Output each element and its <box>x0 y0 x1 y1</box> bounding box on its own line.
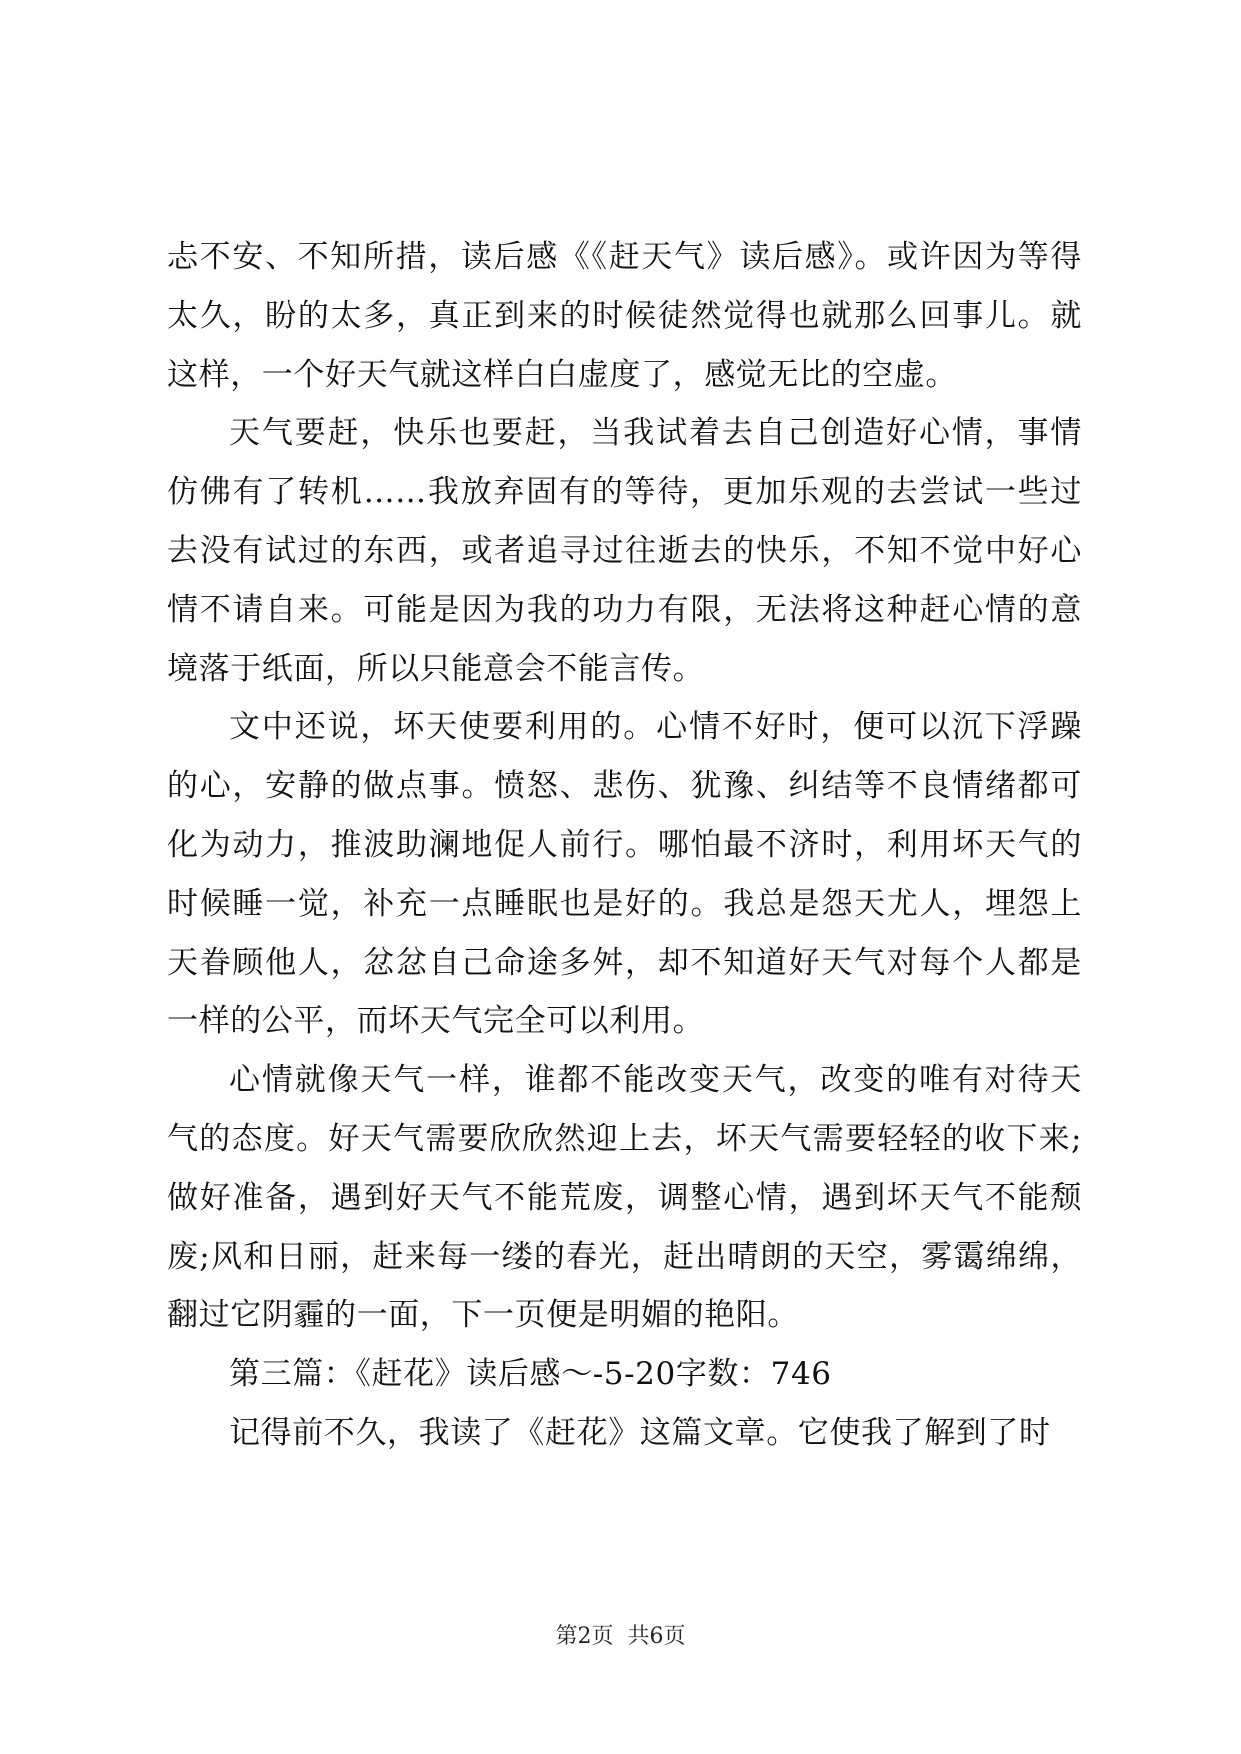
section-heading: 第三篇：《赶花》读后感～-5-20字数：746 <box>229 1356 832 1393</box>
paragraph-chase-happiness: 天气要赶，快乐也要赶，当我试着去自己创造好心情，事情仿佛有了转机……我放弃固有的等待，更加乐观的去尝试一些过去没有试过的东西，或者追寻过往逝去的快乐，不知不觉中好心情不请自来。可能是因为我的功力有限，无法将这种赶心情的意境落于纸面，所以只能意会不能言传。 <box>167 415 1082 687</box>
page-total: 共6页 <box>627 1624 686 1649</box>
paragraph-chasing-flowers: 记得前不久，我读了《赶花》这篇文章。它使我了解到了时 <box>229 1414 1051 1451</box>
paragraph-continued: 忐不安、不知所措，读后感《《赶天气》读后感》。或许因为等得太久，盼的太多，真正到来的时候徒然觉得也就那么回事儿。就这样，一个好天气就这样白白虚度了，感觉无比的空虚。 <box>167 239 1082 393</box>
page-number: 第2页 <box>555 1624 614 1649</box>
paragraph-use-bad-weather: 文中还说，坏天使要利用的。心情不好时，便可以沉下浮躁的心，安静的做点事。愤怒、悲伤、犹豫、纠结等不良情绪都可化为动力，推波助澜地促人前行。哪怕最不济时，利用坏天气的时候睡一觉，补充一点睡眠也是好的。我总是怨天尤人，埋怨上天眷顾他人，忿忿自己命途多舛，却不知道好天气对每个人都是一样的公平，而坏天气完全可以利用。 <box>167 709 1082 1040</box>
document-body <box>167 228 1082 1463</box>
paragraph-mood-like-weather: 心情就像天气一样，谁都不能改变天气，改变的唯有对待天气的态度。好天气需要欣欣然迎上去，坏天气需要轻轻的收下来;做好准备，遇到好天气不能荒废，调整心情，遇到坏天气不能颓废;风和日丽，赶来每一缕的春光，赶出晴朗的天空，雾霭绵绵，翻过它阴霾的一面，下一页便是明媚的艳阳。 <box>167 1062 1082 1334</box>
page-footer <box>0 1622 1241 1652</box>
